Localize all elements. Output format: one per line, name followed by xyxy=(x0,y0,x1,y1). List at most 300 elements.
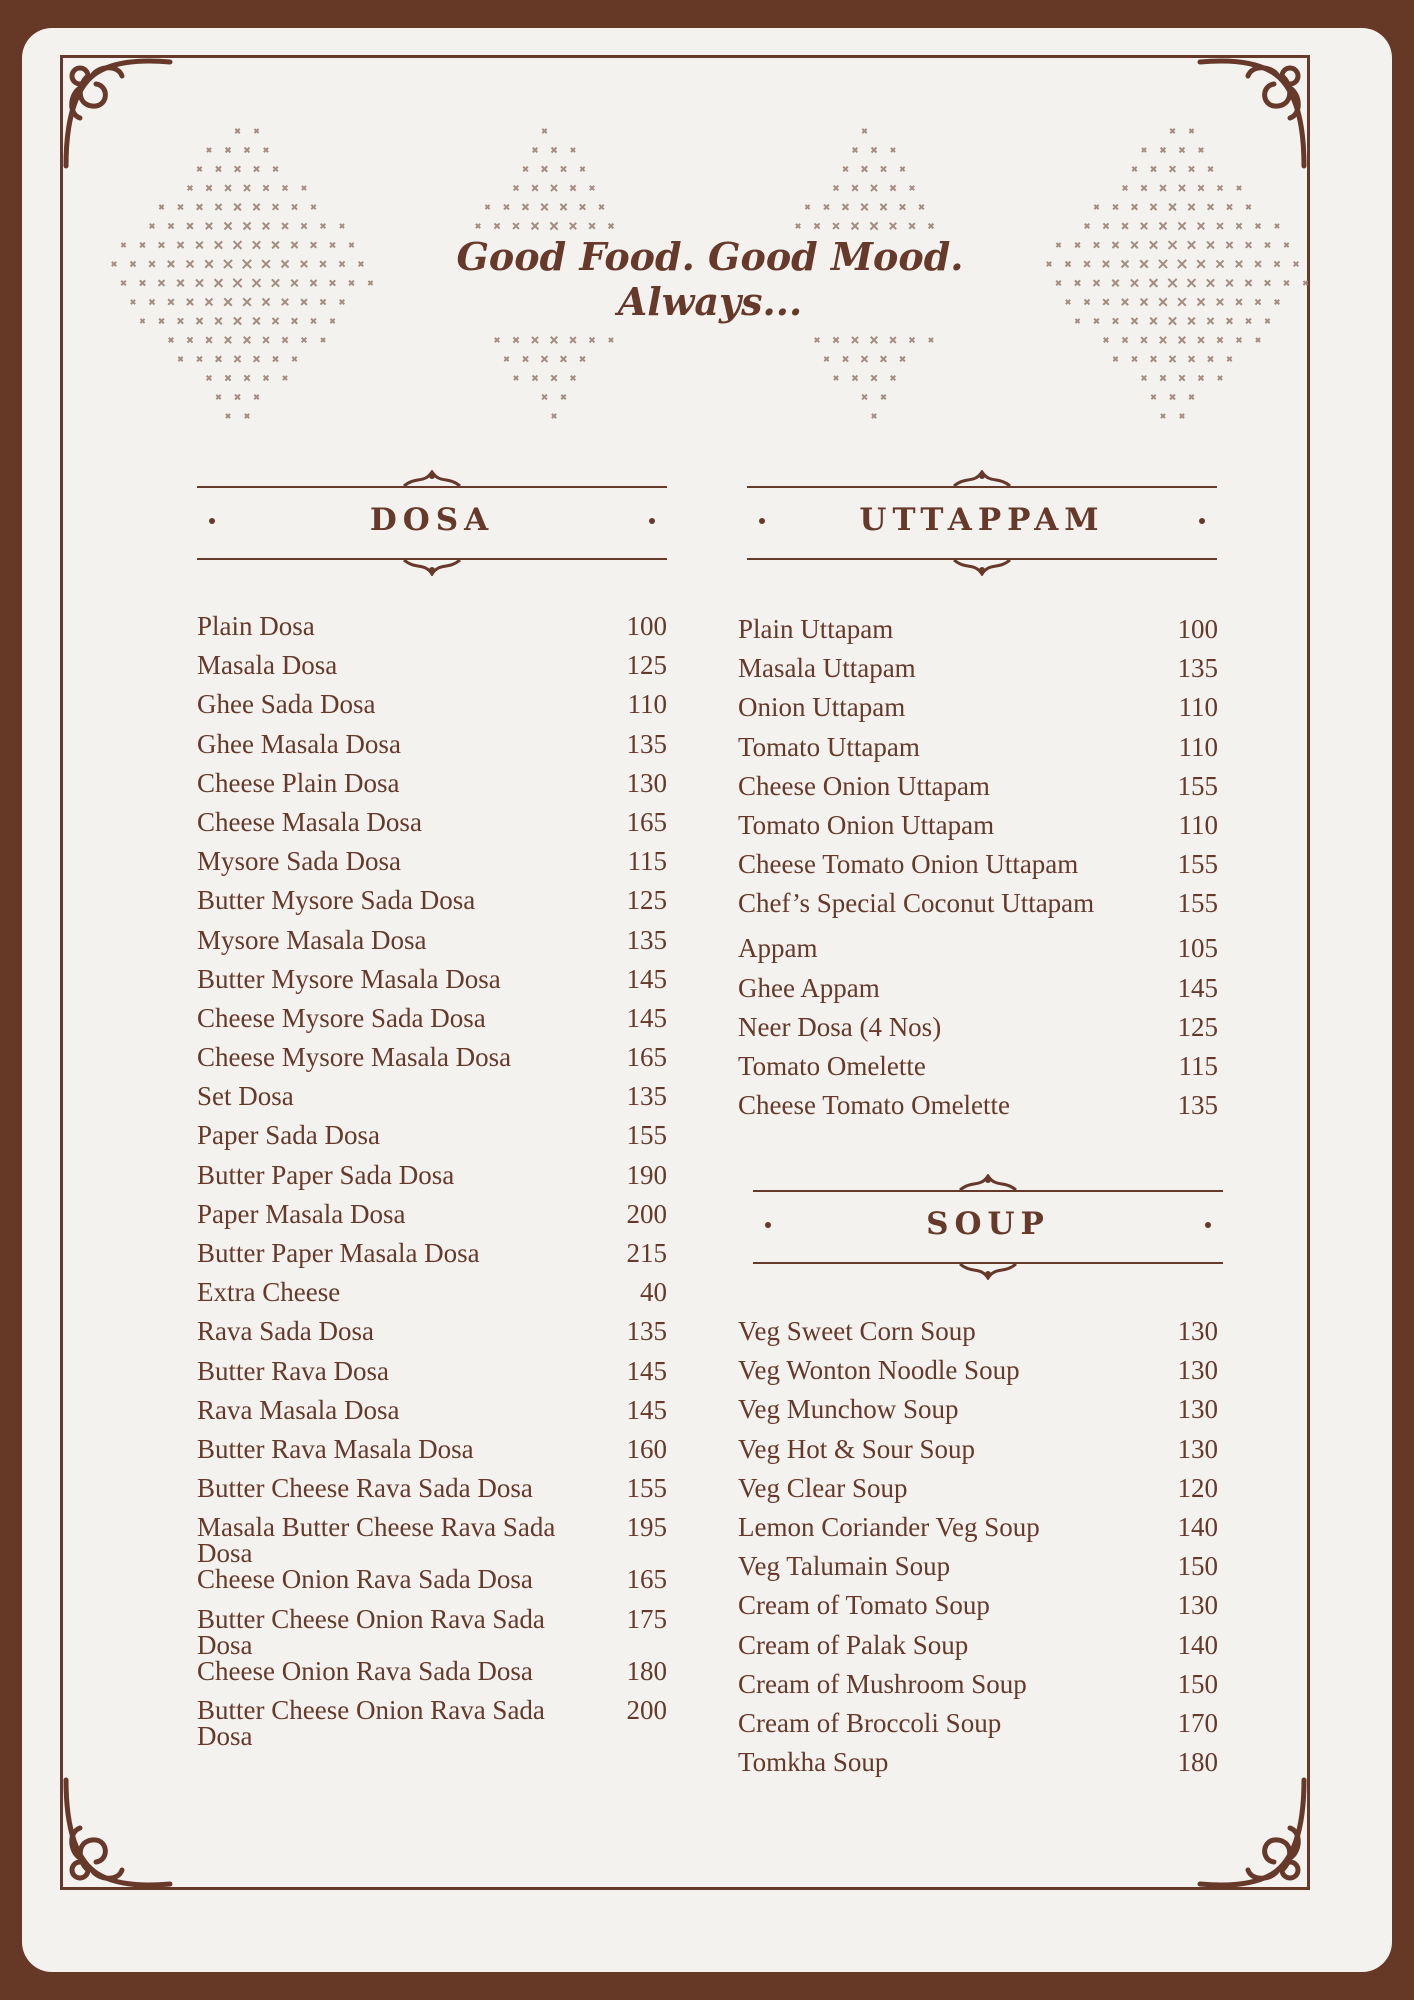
menu-item xyxy=(197,1475,667,1514)
pattern-cross xyxy=(900,204,905,209)
pattern-cross xyxy=(1226,280,1233,287)
pattern-cross xyxy=(1294,262,1299,267)
pattern-cross xyxy=(282,299,288,305)
pattern-cross xyxy=(871,185,877,191)
menu-item-name: Appam xyxy=(738,933,818,964)
pattern-cross xyxy=(1245,280,1251,286)
menu-item xyxy=(738,851,1218,890)
pattern-cross xyxy=(1208,356,1213,361)
pattern-cross xyxy=(1208,204,1214,210)
section-title-soup: SOUP xyxy=(926,1206,1050,1242)
pattern-cross xyxy=(853,376,858,381)
corner-ornament-bottom-right xyxy=(1192,1772,1312,1892)
pattern-cross xyxy=(1178,298,1186,306)
pattern-cross xyxy=(843,204,849,210)
pattern-cross xyxy=(1113,357,1117,361)
pattern-cross xyxy=(226,148,231,153)
pattern-cross xyxy=(159,319,164,324)
pattern-cross xyxy=(1179,375,1184,380)
pattern-cross xyxy=(178,357,182,361)
menu-item xyxy=(197,963,667,1005)
menu-item-name: Ghee Sada Dosa xyxy=(197,689,376,720)
pattern-cross xyxy=(485,205,489,209)
menu-item-name: Tomkha Soup xyxy=(738,1747,889,1778)
pattern-cross xyxy=(542,166,547,171)
pattern-cross xyxy=(599,205,604,210)
menu-item-name: Veg Munchow Soup xyxy=(738,1394,959,1425)
pattern-cross xyxy=(215,241,222,248)
menu-item-name: Rava Masala Dosa xyxy=(197,1394,400,1425)
menu-item xyxy=(738,770,1218,812)
menu-item xyxy=(197,1566,667,1605)
menu-item-name: Ghee Masala Dosa xyxy=(197,728,401,759)
pattern-cross xyxy=(263,337,269,343)
menu-item-name: Paper Masala Dosa xyxy=(197,1198,406,1229)
menu-item-price: 165 xyxy=(626,806,667,837)
pattern-cross xyxy=(476,224,480,228)
pattern-cross xyxy=(862,356,868,362)
menu-item xyxy=(197,728,667,770)
pattern-cross xyxy=(359,262,364,267)
section-title-uttappam: UTTAPPAM xyxy=(859,502,1105,538)
pattern-cross xyxy=(188,186,193,191)
pattern-cross xyxy=(1159,260,1167,268)
pattern-cross xyxy=(1159,298,1167,306)
menu-item xyxy=(197,652,667,691)
menu-item-price: 110 xyxy=(627,689,667,720)
pattern-cross xyxy=(843,167,848,172)
pattern-cross xyxy=(523,204,529,210)
pattern-cross xyxy=(1207,279,1214,286)
pattern-cross xyxy=(207,376,212,381)
menu-item-name: Butter Paper Masala Dosa xyxy=(197,1238,480,1268)
menu-item-price: 115 xyxy=(1178,1050,1218,1081)
menu-item-price: 145 xyxy=(1177,972,1218,1003)
pattern-cross xyxy=(900,167,904,171)
pattern-cross xyxy=(1094,205,1098,209)
menu-item-name: Paper Sada Dosa xyxy=(197,1120,380,1151)
pattern-cross xyxy=(880,204,886,210)
menu-item-price: 155 xyxy=(626,1473,667,1504)
pattern-cross xyxy=(881,166,886,171)
pattern-cross xyxy=(1132,204,1138,210)
pattern-cross xyxy=(235,129,239,133)
pattern-cross xyxy=(1208,167,1213,172)
menu-item-name: Cream of Palak Soup xyxy=(738,1629,969,1660)
pattern-cross xyxy=(1179,185,1185,191)
pattern-cross xyxy=(542,395,547,400)
pattern-cross xyxy=(302,338,307,343)
pattern-cross xyxy=(890,337,896,343)
pattern-cross xyxy=(796,224,800,228)
pattern-cross xyxy=(197,318,203,324)
menu-item xyxy=(738,1749,1218,1788)
pattern-cross xyxy=(196,279,203,286)
pattern-cross xyxy=(1122,223,1128,229)
pattern-cross xyxy=(262,260,270,268)
menu-item xyxy=(197,887,667,926)
pattern-cross xyxy=(532,185,538,191)
pattern-cross xyxy=(552,414,556,418)
pattern-cross xyxy=(1056,281,1061,286)
pattern-cross xyxy=(1112,280,1119,287)
menu-item xyxy=(197,1279,667,1318)
pattern-cross xyxy=(570,337,576,343)
pattern-cross xyxy=(321,224,326,229)
pattern-cross xyxy=(1188,279,1196,287)
pattern-cross xyxy=(532,337,538,343)
pattern-cross xyxy=(1047,262,1051,266)
menu-item xyxy=(738,1707,1218,1749)
pattern-cross xyxy=(1122,337,1127,342)
pattern-cross xyxy=(1169,241,1177,249)
menu-item-price: 100 xyxy=(626,611,667,641)
menu-item xyxy=(197,691,667,730)
pattern-cross xyxy=(140,319,144,323)
menu-item-price: 150 xyxy=(1177,1551,1218,1582)
pattern-cross xyxy=(178,318,183,323)
pattern-cross xyxy=(272,279,279,286)
pattern-cross xyxy=(282,337,287,342)
pattern-cross xyxy=(253,241,260,248)
pattern-cross xyxy=(1113,205,1118,210)
pattern-cross xyxy=(1246,242,1252,248)
menu-item xyxy=(197,1655,667,1697)
pattern-cross xyxy=(197,357,202,362)
pattern-cross xyxy=(1122,261,1129,268)
pattern-cross xyxy=(890,223,896,229)
pattern-cross xyxy=(1161,148,1166,153)
menu-item-price: 145 xyxy=(626,1394,667,1425)
cross-pattern-right xyxy=(1030,112,1320,432)
menu-item-name: Cheese Masala Dosa xyxy=(197,806,422,837)
pattern-cross xyxy=(1217,299,1223,305)
menu-item-price: 105 xyxy=(1177,933,1218,964)
pattern-cross xyxy=(215,204,221,210)
menu-item-name: Masala Dosa xyxy=(197,650,338,681)
pattern-cross xyxy=(1188,204,1194,210)
pattern-cross xyxy=(560,204,566,210)
pattern-cross xyxy=(131,300,135,304)
menu-item-price: 140 xyxy=(1177,1511,1218,1542)
pattern-cross xyxy=(234,241,242,249)
pattern-cross xyxy=(504,205,509,210)
menu-item-price: 110 xyxy=(1178,692,1218,723)
pattern-cross xyxy=(1150,279,1158,287)
pattern-cross xyxy=(571,148,575,152)
pattern-cross xyxy=(1103,261,1109,267)
pattern-cross xyxy=(206,299,213,306)
pattern-cross xyxy=(1207,242,1214,249)
menu-item xyxy=(738,972,1218,1014)
pattern-cross xyxy=(1237,186,1241,190)
pattern-cross xyxy=(1237,338,1242,343)
pattern-cross xyxy=(590,338,595,343)
pattern-cross xyxy=(1207,318,1213,324)
menu-item-price: 180 xyxy=(1177,1747,1218,1778)
menu-item xyxy=(197,1355,667,1397)
pattern-cross xyxy=(235,166,241,172)
pattern-cross xyxy=(150,300,155,305)
pattern-cross xyxy=(1236,299,1242,305)
pattern-cross xyxy=(168,223,173,228)
pattern-cross xyxy=(1075,280,1080,285)
menu-item-name: Veg Sweet Corn Soup xyxy=(738,1316,976,1346)
pattern-cross xyxy=(340,224,344,228)
menu-item-price: 155 xyxy=(1177,849,1218,880)
menu-item-price: 125 xyxy=(626,650,667,681)
section-header-dosa xyxy=(197,478,667,568)
pattern-cross xyxy=(207,148,211,152)
menu-item-price: 200 xyxy=(626,1198,667,1229)
pattern-cross xyxy=(310,280,316,286)
pattern-cross xyxy=(910,338,915,343)
menu-item xyxy=(738,616,1218,655)
pattern-cross xyxy=(1141,185,1146,190)
menu-item-price: 135 xyxy=(626,728,667,759)
pattern-cross xyxy=(282,223,288,229)
uttappam-item-list xyxy=(738,616,1218,1131)
pattern-cross xyxy=(1151,395,1155,399)
menu-item xyxy=(738,1050,1218,1092)
pattern-cross xyxy=(291,280,298,287)
pattern-cross xyxy=(514,376,518,380)
menu-item-price: 130 xyxy=(626,767,667,798)
menu-item-name: Butter Cheese Onion Rava Sada Dosa xyxy=(197,1694,545,1751)
menu-item xyxy=(197,1512,667,1569)
pattern-cross xyxy=(253,318,260,325)
pattern-cross xyxy=(243,298,251,306)
pattern-cross xyxy=(321,338,325,342)
pattern-cross xyxy=(226,414,230,418)
menu-item xyxy=(738,655,1218,694)
pattern-cross xyxy=(1189,129,1193,133)
menu-item xyxy=(197,1694,667,1751)
pattern-cross xyxy=(1217,223,1223,229)
pattern-cross xyxy=(264,148,268,152)
pattern-cross xyxy=(272,242,279,249)
menu-item xyxy=(197,1083,667,1122)
pattern-cross xyxy=(919,205,924,210)
pattern-cross xyxy=(542,356,548,362)
pattern-cross xyxy=(1132,318,1138,324)
pattern-cross xyxy=(233,279,241,287)
pattern-cross xyxy=(273,167,278,172)
pattern-cross xyxy=(197,167,201,171)
pattern-cross xyxy=(852,337,858,343)
pattern-cross xyxy=(273,356,278,361)
section-header-uttappam xyxy=(747,478,1217,568)
menu-item xyxy=(197,924,667,966)
pattern-cross xyxy=(159,205,163,209)
menu-item-name: Set Dosa xyxy=(197,1081,294,1112)
menu-item-name: Veg Wonton Noodle Soup xyxy=(738,1355,1020,1386)
pattern-cross xyxy=(320,261,326,267)
menu-item-price: 145 xyxy=(626,1355,667,1386)
menu-item-name: Veg Talumain Soup xyxy=(738,1551,951,1582)
pattern-cross xyxy=(330,319,334,323)
menu-item-name: Tomato Uttapam xyxy=(738,731,920,762)
pattern-cross xyxy=(824,205,829,210)
pattern-cross xyxy=(1131,242,1138,249)
menu-item-name: Butter Paper Sada Dosa xyxy=(197,1159,455,1190)
menu-item xyxy=(738,890,1218,935)
menu-item-name: Cream of Tomato Soup xyxy=(738,1590,990,1621)
pattern-cross xyxy=(909,223,915,229)
pattern-cross xyxy=(504,357,508,361)
pattern-cross xyxy=(263,185,268,190)
pattern-cross xyxy=(330,243,335,248)
pattern-cross xyxy=(824,357,828,361)
pattern-cross xyxy=(1142,376,1147,381)
pattern-cross xyxy=(551,185,557,191)
pattern-cross xyxy=(1151,167,1156,172)
pattern-cross xyxy=(301,261,307,267)
pattern-cross xyxy=(1275,300,1280,305)
menu-item-name: Cheese Onion Uttapam xyxy=(738,770,990,801)
pattern-cross xyxy=(254,129,258,133)
pattern-cross xyxy=(206,185,211,190)
pattern-cross xyxy=(340,300,345,305)
pattern-cross xyxy=(283,186,288,191)
pattern-cross xyxy=(580,204,585,209)
pattern-cross xyxy=(349,281,354,286)
pattern-cross xyxy=(149,261,155,267)
pattern-cross xyxy=(234,317,241,324)
pattern-cross xyxy=(1197,260,1205,268)
pattern-cross xyxy=(1284,281,1289,286)
pattern-cross xyxy=(1189,166,1194,171)
pattern-cross xyxy=(1198,223,1205,230)
menu-item-price: 165 xyxy=(626,1564,667,1595)
pattern-cross xyxy=(1141,299,1148,306)
pattern-cross xyxy=(1198,185,1203,190)
pattern-cross xyxy=(532,223,539,230)
pattern-cross xyxy=(890,185,895,190)
pattern-cross xyxy=(833,223,839,229)
menu-item-price: 145 xyxy=(626,963,667,994)
menu-item-price: 175 xyxy=(626,1603,667,1634)
pattern-cross xyxy=(244,185,250,191)
pattern-cross xyxy=(1159,222,1166,229)
pattern-cross xyxy=(1113,318,1118,323)
pattern-cross xyxy=(243,260,251,268)
menu-item xyxy=(738,935,1218,974)
pattern-cross xyxy=(197,204,203,210)
menu-item-name: Lemon Coriander Veg Soup xyxy=(738,1511,1040,1542)
section-title-dosa: DOSA xyxy=(369,502,495,538)
pattern-cross xyxy=(235,395,240,400)
pattern-cross xyxy=(234,204,241,211)
menu-item-name: Veg Hot & Sour Soup xyxy=(738,1433,976,1464)
pattern-cross xyxy=(1170,129,1174,133)
pattern-cross xyxy=(243,222,250,229)
pattern-cross xyxy=(1169,317,1176,324)
menu-item xyxy=(197,1433,667,1475)
pattern-cross xyxy=(1132,167,1136,171)
pattern-cross xyxy=(1216,260,1223,267)
pattern-cross xyxy=(1199,376,1204,381)
pattern-cross xyxy=(843,356,848,361)
pattern-cross xyxy=(1178,222,1185,229)
pattern-cross xyxy=(254,166,259,171)
menu-item-price: 215 xyxy=(626,1238,667,1268)
pattern-cross xyxy=(205,260,213,268)
pattern-cross xyxy=(1188,318,1195,325)
pattern-cross xyxy=(1236,261,1242,267)
pattern-cross xyxy=(541,204,548,211)
pattern-cross xyxy=(852,185,858,191)
pattern-cross xyxy=(130,261,135,266)
pattern-cross xyxy=(870,222,877,229)
menu-item-price: 130 xyxy=(1177,1394,1218,1425)
pattern-cross xyxy=(121,281,126,286)
pattern-cross xyxy=(871,375,876,380)
pattern-cross xyxy=(1199,148,1203,152)
pattern-cross xyxy=(253,204,259,210)
pattern-cross xyxy=(862,395,867,400)
menu-item-name: Onion Uttapam xyxy=(738,692,906,723)
pattern-cross xyxy=(1123,186,1128,191)
pattern-cross xyxy=(871,337,878,344)
pattern-cross xyxy=(1141,223,1147,229)
pattern-cross xyxy=(1178,260,1186,268)
menu-item-name: Butter Cheese Rava Sada Dosa xyxy=(197,1473,533,1504)
menu-item-price: 110 xyxy=(1178,809,1218,840)
pattern-cross xyxy=(1265,319,1269,323)
menu-item-price: 40 xyxy=(640,1277,667,1308)
pattern-cross xyxy=(1150,241,1157,248)
pattern-cross xyxy=(495,338,499,342)
cross-pattern-left xyxy=(95,112,385,432)
pattern-cross xyxy=(215,279,223,287)
pattern-cross xyxy=(1170,166,1176,172)
menu-item-price: 145 xyxy=(626,1002,667,1033)
pattern-cross xyxy=(225,185,231,191)
menu-item xyxy=(197,806,667,848)
pattern-cross xyxy=(1255,261,1261,267)
pattern-cross xyxy=(1094,319,1099,324)
pattern-cross xyxy=(929,224,934,229)
menu-item-name: Plain Dosa xyxy=(197,611,315,641)
pattern-cross xyxy=(330,280,335,285)
pattern-cross xyxy=(1075,243,1080,248)
pattern-cross xyxy=(533,376,538,381)
menu-item xyxy=(738,1511,1218,1553)
menu-item xyxy=(738,694,1218,733)
pattern-cross xyxy=(216,356,221,361)
menu-item-price: 135 xyxy=(1177,653,1218,684)
pattern-cross xyxy=(1227,357,1231,361)
pattern-cross xyxy=(301,223,306,228)
pattern-cross xyxy=(1056,243,1060,247)
pattern-cross xyxy=(1169,356,1175,362)
pattern-cross xyxy=(1168,279,1176,287)
pattern-cross xyxy=(206,337,212,343)
pattern-cross xyxy=(245,148,250,153)
menu-item-name: Tomato Omelette xyxy=(738,1050,926,1081)
soup-item-list xyxy=(738,1318,1218,1788)
pattern-cross xyxy=(1255,299,1260,304)
pattern-cross xyxy=(225,337,231,343)
pattern-cross xyxy=(262,298,269,305)
pattern-cross xyxy=(291,242,297,248)
pattern-cross xyxy=(263,223,270,230)
pattern-cross xyxy=(1226,242,1232,248)
section-header-soup xyxy=(753,1182,1223,1272)
menu-item-price: 125 xyxy=(626,885,667,916)
menu-item xyxy=(738,809,1218,851)
